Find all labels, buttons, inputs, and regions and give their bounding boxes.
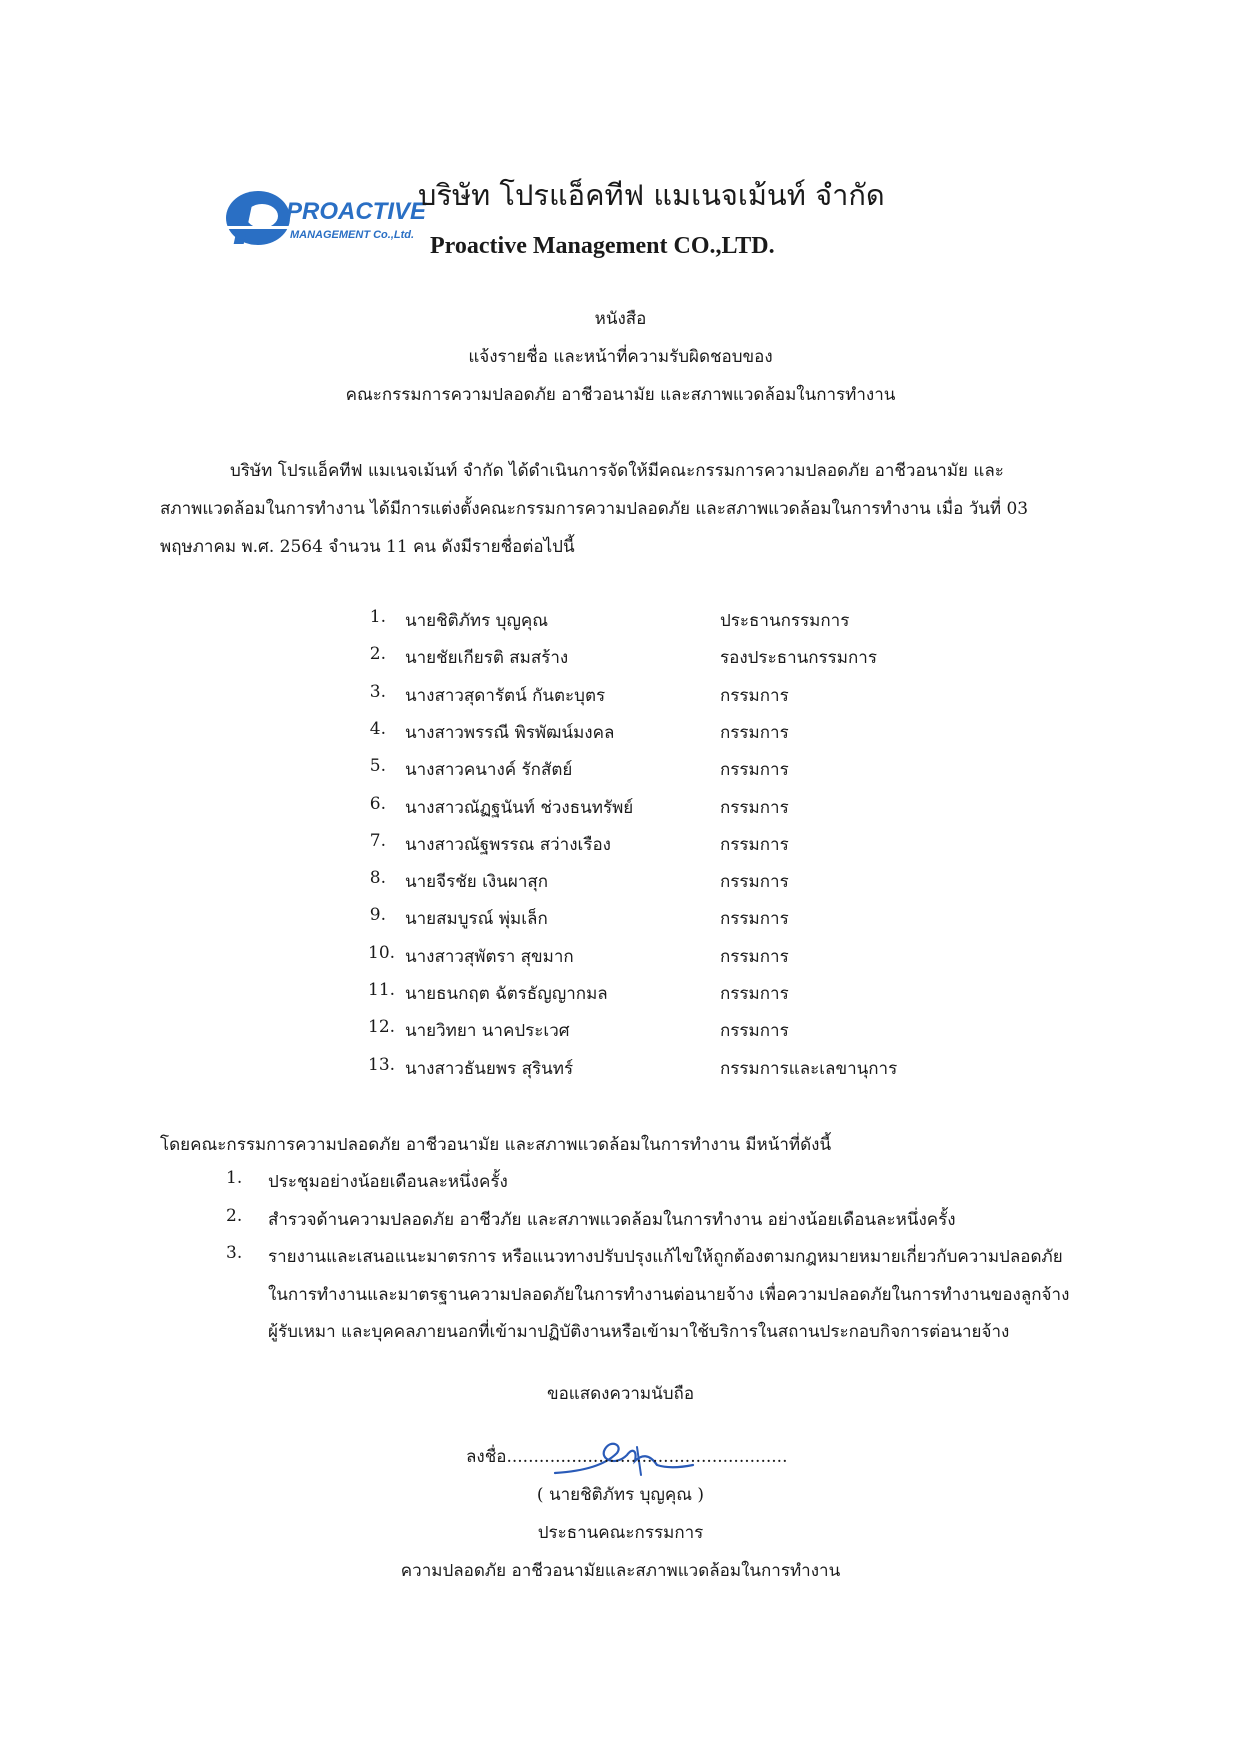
member-role: กรรมการ	[720, 760, 789, 780]
member-number: 6.	[369, 794, 386, 814]
duties-intro: โดยคณะกรรมการความปลอดภัย อาชีวอนามัย และสภาพแวดล้อมในการทำงาน มีหน้าที่ดังนี้	[160, 1135, 832, 1155]
member-number: 2.	[369, 644, 386, 664]
duty-number: 3.	[226, 1243, 243, 1263]
sign-dots: ....................................................	[506, 1447, 788, 1467]
member-name: นางสาวธันยพร สุรินทร์	[405, 1059, 574, 1079]
member-name: นางสาวณัฐพรรณ สว่างเรือง	[405, 835, 611, 855]
member-number: 12.	[368, 1017, 396, 1037]
member-number: 5.	[369, 756, 386, 776]
member-number: 1.	[369, 607, 386, 627]
member-role: ประธานกรรมการ	[720, 611, 850, 631]
member-number: 13.	[368, 1055, 396, 1075]
duty-text: รายงานและเสนอแนะมาตรการ หรือแนวทางปรับปรุงแก้ไขให้ถูกต้องตามกฎหมายหมายเกี่ยวกับความปลอดภัย	[268, 1247, 1063, 1267]
member-number: 7.	[369, 831, 386, 851]
duty-text: สำรวจด้านความปลอดภัย อาชีวภัย และสภาพแวดล้อมในการทำงาน อย่างน้อยเดือนละหนึ่งครั้ง	[268, 1210, 956, 1230]
member-name: นางสาวคนางค์ รักสัตย์	[405, 760, 573, 780]
member-role: กรรมการ	[720, 947, 789, 967]
member-role: รองประธานกรรมการ	[720, 648, 877, 668]
committee-name: ความปลอดภัย อาชีวอนามัยและสภาพแวดล้อมในการทำงาน	[400, 1561, 841, 1581]
duty-text: ผู้รับเหมา และบุคคลภายนอกที่เข้ามาปฏิบัติงานหรือเข้ามาใช้บริการในสถานประกอบกิจการต่อนายจ้าง	[268, 1322, 1010, 1342]
logo-subtext: MANAGEMENT Co.,Ltd.	[290, 229, 415, 241]
member-role: กรรมการ	[720, 723, 789, 743]
signature-line	[466, 1443, 787, 1470]
member-name: นางสาวพรรณี พิรพัฒน์มงคล	[405, 723, 615, 743]
member-name: นางสาวสุพัตรา สุขมาก	[405, 947, 574, 967]
duty-number: 1.	[226, 1168, 243, 1188]
member-name: นางสาวณัฏฐนันท์ ช่วงธนทรัพย์	[405, 798, 634, 818]
document-title: หนังสือ	[594, 309, 647, 329]
logo-text: PROACTIVE	[286, 198, 427, 225]
member-number: 9.	[369, 905, 386, 925]
member-name: นายวิทยา นาคประเวศ	[405, 1021, 570, 1041]
member-name: นายชิติภัทร บุญคุณ	[405, 611, 549, 631]
company-logo	[224, 186, 427, 248]
member-role: กรรมการ	[720, 1021, 789, 1041]
member-role: กรรมการ	[720, 798, 789, 818]
document-subtitle-2: คณะกรรมการความปลอดภัย อาชีวอนามัย และสภาพแวดล้อมในการทำงาน	[345, 385, 896, 405]
member-role: กรรมการ	[720, 835, 789, 855]
member-name: นายชัยเกียรติ สมสร้าง	[405, 648, 569, 668]
closing-regards: ขอแสดงความนับถือ	[546, 1384, 695, 1404]
signer-position: ประธานคณะกรรมการ	[537, 1523, 704, 1543]
company-name-english: Proactive Management CO.,LTD.	[430, 233, 775, 259]
intro-line-1: บริษัท โปรแอ็คทีฟ แมเนจเม้นท์ จำกัด ได้ดำเนินการจัดให้มีคณะกรรมการความปลอดภัย อาชีวอนามัย และ	[230, 461, 1004, 481]
member-role: กรรมการ	[720, 909, 789, 929]
member-number: 3.	[369, 682, 386, 702]
duty-number: 2.	[226, 1206, 243, 1226]
member-role: กรรมการและเลขานุการ	[720, 1059, 898, 1079]
member-number: 4.	[369, 719, 386, 739]
document-subtitle: แจ้งรายชื่อ และหน้าที่ความรับผิดชอบของ	[468, 347, 773, 367]
member-name: นายสมบูรณ์ พุ่มเล็ก	[405, 909, 548, 929]
duty-text: ในการทำงานและมาตรฐานความปลอดภัยในการทำงานต่อนายจ้าง เพื่อความปลอดภัยในการทำงานของลูกจ้าง	[268, 1285, 1070, 1305]
sign-label: ลงชื่อ	[466, 1447, 507, 1467]
intro-line-3: พฤษภาคม พ.ศ. 2564 จำนวน 11 คน ดังมีรายชื่อต่อไปนี้	[160, 537, 575, 557]
member-role: กรรมการ	[720, 984, 789, 1004]
member-name: นายจีรชัย เงินผาสุก	[405, 872, 549, 892]
member-number: 10.	[368, 943, 396, 963]
duty-text: ประชุมอย่างน้อยเดือนละหนึ่งครั้ง	[268, 1172, 508, 1192]
member-name: นางสาวสุดารัตน์ กันตะบุตร	[405, 686, 606, 706]
member-role: กรรมการ	[720, 872, 789, 892]
intro-line-2: สภาพแวดล้อมในการทำงาน ได้มีการแต่งตั้งคณะกรรมการความปลอดภัย และสภาพแวดล้อมในการทำงาน เมื่อ วันที่ 03	[160, 499, 1029, 519]
member-number: 8.	[369, 868, 386, 888]
member-name: นายธนกฤต ฉัตรธัญญากมล	[405, 984, 608, 1004]
member-role: กรรมการ	[720, 686, 789, 706]
member-number: 11.	[368, 980, 396, 1000]
signer-name: ( นายชิติภัทร บุญคุณ )	[536, 1485, 705, 1505]
company-name-thai: บริษัท โปรแอ็คทีฟ แมเนจเม้นท์ จำกัด	[418, 178, 885, 212]
